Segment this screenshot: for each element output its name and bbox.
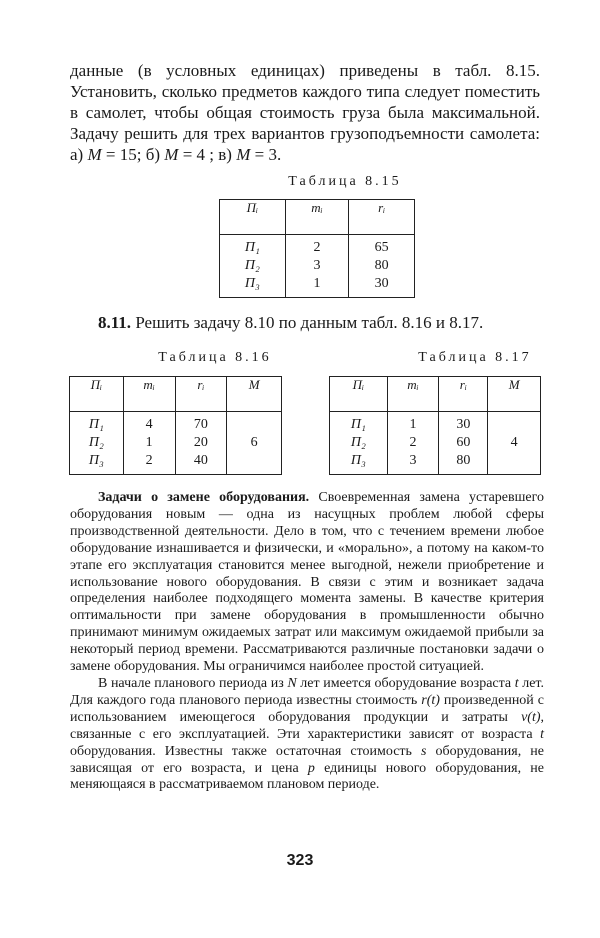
task-number: 8.11. — [98, 313, 132, 332]
table-8-16 — [69, 376, 282, 475]
paragraph-text: лет имеется оборудование возраста — [296, 675, 515, 691]
math-symbol: t — [540, 726, 544, 742]
capacity-cell: 4 — [488, 412, 541, 475]
paragraph-text: , связанные с его эксплуатацией. Эти характеристики зависят от возраста — [70, 709, 544, 742]
header-cell: Пᵢ — [220, 200, 286, 235]
intro-text: = 4 ; в) — [178, 145, 237, 164]
table-8-15-caption: Таблица 8.15 — [288, 174, 402, 189]
column-values: 30 60 80 — [439, 412, 488, 475]
math-symbol: N — [287, 675, 297, 691]
table-8-17 — [329, 376, 541, 475]
math-symbol: t — [514, 675, 519, 691]
header-cell: mᵢ — [123, 377, 175, 412]
header-cell: Пᵢ — [330, 377, 388, 412]
header-cell: mᵢ — [387, 377, 439, 412]
column-values: 65 80 30 — [349, 235, 415, 298]
column-weights: 2 3 1 — [285, 235, 349, 298]
header-cell: rᵢ — [175, 377, 227, 412]
column-values: 70 20 40 — [175, 412, 227, 475]
math-symbol: p — [307, 760, 315, 776]
paragraph-text: оборудования. Известны также остаточная стоимость — [70, 743, 421, 759]
paragraph-text: произведенной с использованием имеющегося оборудования продукции и затраты — [70, 692, 544, 725]
paragraph-text: лет. Для каждого года планового периода известны стоимость — [70, 675, 544, 708]
intro-text: данные (в условных единицах) приведены в табл. 8.15. Установить, сколько предметов каждого типа следует поместить в самолет, чтобы общая стоимость груза была максимальной. Задачу решить для трех вариантов грузоподъемности самолета: а) — [70, 61, 540, 164]
m-symbol: M — [164, 145, 179, 164]
page-number: 323 — [286, 852, 314, 869]
column-weights: 1 2 3 — [387, 412, 439, 475]
task-text: Решить задачу 8.10 по данным табл. 8.16 и 8.17. — [131, 313, 484, 332]
section-title: Задачи о замене оборудования. — [98, 490, 310, 505]
table-8-16-caption: Таблица 8.16 — [158, 350, 272, 365]
intro-text: = 15; б) — [101, 145, 165, 164]
math-symbol: s — [420, 743, 427, 759]
header-cell: M — [488, 377, 541, 412]
column-weights: 4 1 2 — [123, 412, 175, 475]
intro-paragraph — [70, 60, 540, 165]
paragraph-text: оборудования, не зависящая от его возраста, и цена — [70, 743, 544, 776]
paragraph-text: единицы нового оборудования, не меняющаяся в рассматриваемом плановом периоде. — [70, 760, 544, 793]
header-cell: rᵢ — [349, 200, 415, 235]
section-paragraph-1 — [70, 490, 544, 676]
paragraph-text: Своевременная замена устаревшего оборудования новым — одна из насущных проблем любой сферы производственной деятельности. Дело в том, что с течением времени любое оборудование изнашивается и физически, и «морально», а потому на каком-то этапе его эксплуатация становится менее выгодной, нежели приобретение и использование нового оборудования. В связи с этим и возникает задача определения наиболее подходящего момента замены. В качестве критерия оптимальности при замене оборудования в промышленности обычно принимают минимум ожидаемых затрат или максимум ожидаемой прибыли за некоторый период времени. Рассматриваются различные постановки задачи о замене оборудования. Мы ограничимся наиболее простой ситуацией. — [70, 490, 544, 675]
header-cell: M — [227, 377, 282, 412]
m-symbol: M — [87, 145, 102, 164]
task-8-11 — [98, 313, 483, 333]
table-8-15 — [219, 199, 415, 298]
math-symbol: v(t) — [521, 709, 541, 725]
m-symbol: M — [236, 145, 251, 164]
paragraph-text: В начале планового периода из — [98, 675, 288, 691]
header-cell: mᵢ — [285, 200, 349, 235]
section-equipment-replacement — [70, 490, 544, 794]
section-paragraph-2 — [70, 676, 544, 794]
table-8-17-caption: Таблица 8.17 — [418, 350, 532, 365]
column-items: П₁ П₂ П₃ — [70, 412, 124, 475]
intro-text: = 3. — [250, 145, 282, 164]
column-items: П₁ П₂ П₃ — [220, 235, 286, 298]
header-cell: rᵢ — [439, 377, 488, 412]
math-symbol: r(t) — [421, 692, 440, 708]
capacity-cell: 6 — [227, 412, 282, 475]
column-items: П₁ П₂ П₃ — [330, 412, 388, 475]
header-cell: Пᵢ — [70, 377, 124, 412]
